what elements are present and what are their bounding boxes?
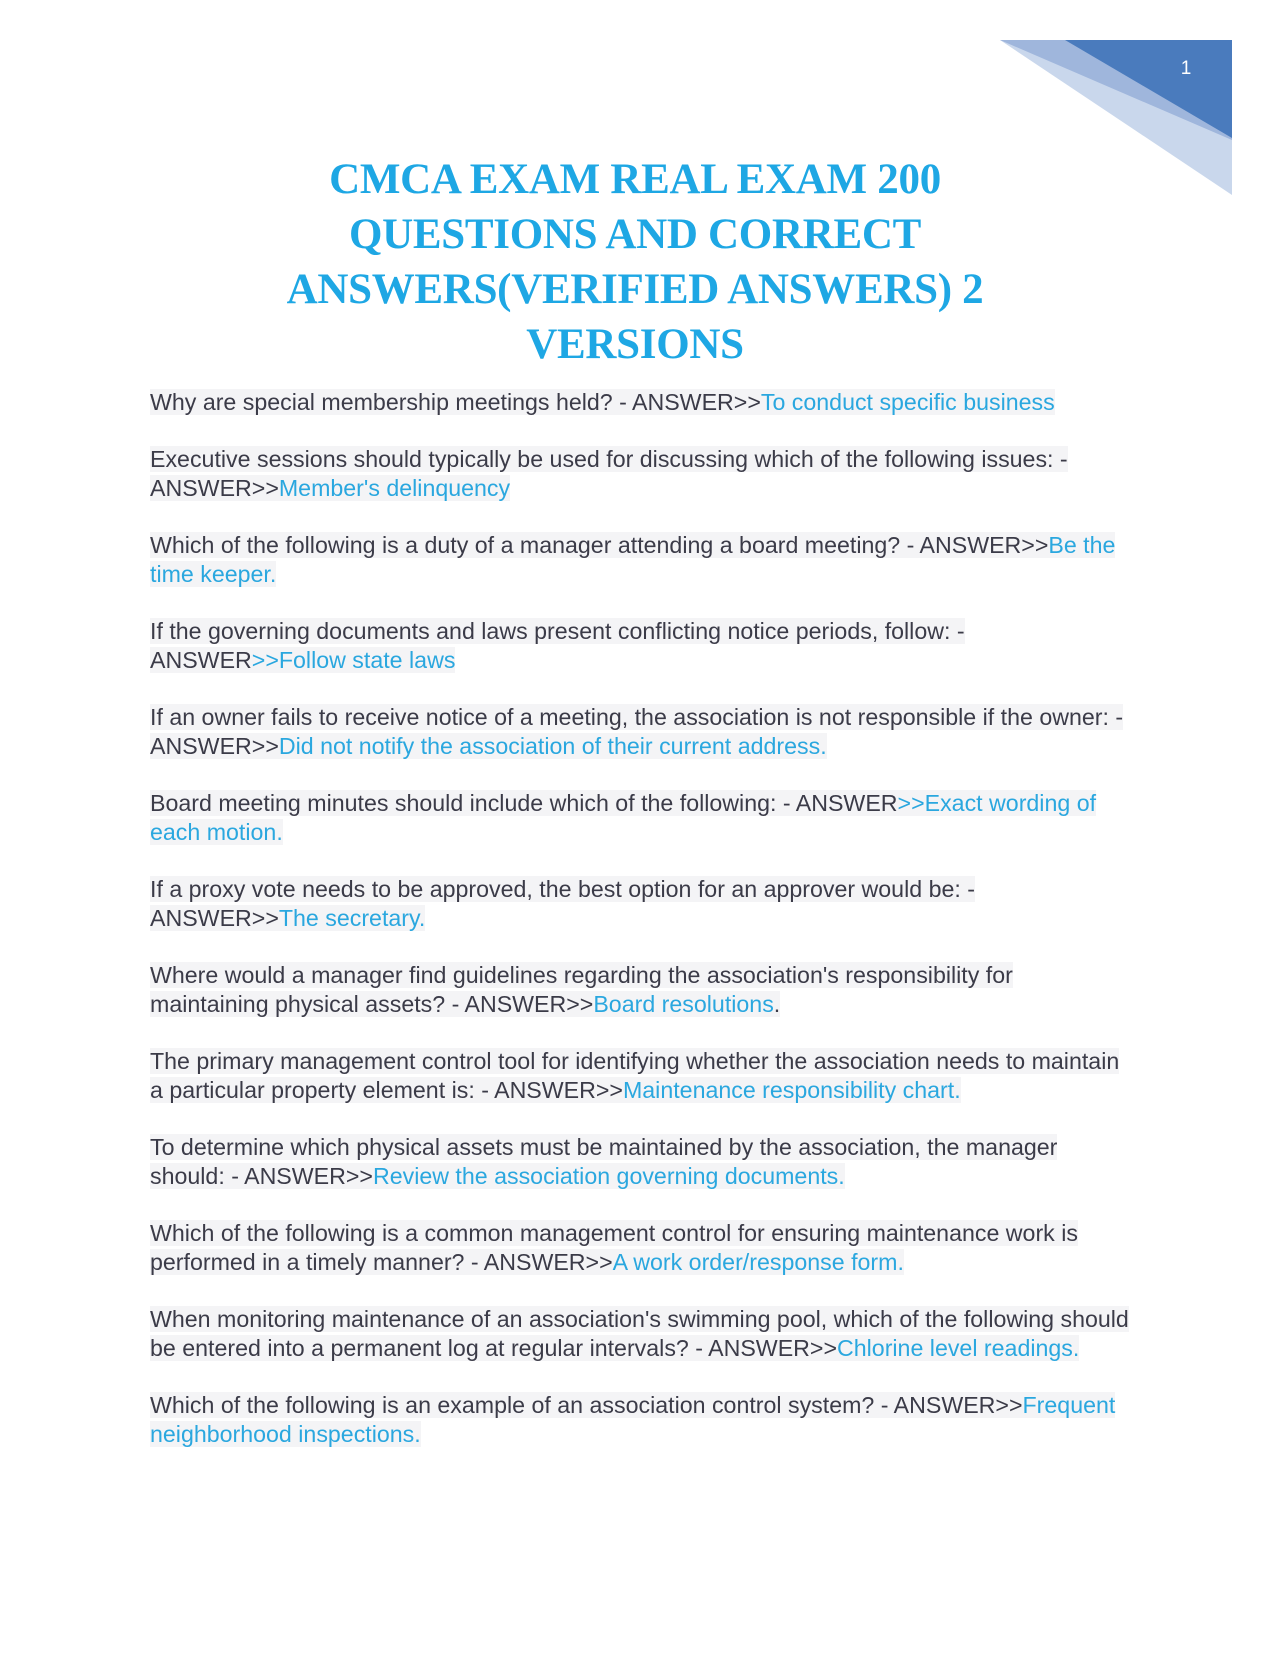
question-text: If a proxy vote needs to be approved, the best option for an approver would be: - ANSWER>> xyxy=(150,876,975,931)
answer-text: Member's delinquency xyxy=(278,475,511,501)
qa-item xyxy=(150,617,1135,675)
title-line-1: CMCA EXAM REAL EXAM 200 xyxy=(329,156,941,203)
qa-item xyxy=(150,1047,1135,1105)
answer-text: Be the time keeper. xyxy=(150,532,1116,587)
answer-text: A work order/response form. xyxy=(612,1249,904,1275)
qa-item xyxy=(150,388,1135,417)
qa-item xyxy=(150,1219,1135,1277)
question-text: If an owner fails to receive notice of a meeting, the association is not responsible if the owner: - ANSWER>> xyxy=(150,704,1124,759)
question-text: The primary management control tool for identifying whether the association needs to maintain a particular property element is: - ANSWER>> xyxy=(150,1048,1120,1103)
question-text: Board meeting minutes should include which of the following: - ANSWER xyxy=(150,790,898,816)
answer-text: The secretary. xyxy=(278,905,426,931)
question-text: Which of the following is a common management control for ensuring maintenance work is performed in a timely manner? - ANSWER>> xyxy=(150,1220,1078,1275)
question-text: If the governing documents and laws present conflicting notice periods, follow: - ANSWER xyxy=(150,618,965,673)
qa-item xyxy=(150,531,1135,589)
question-text: Which of the following is a duty of a manager attending a board meeting? - ANSWER>> xyxy=(150,532,1049,558)
answer-text: Board resolutions xyxy=(593,991,774,1017)
answer-text: Maintenance responsibility chart. xyxy=(622,1077,961,1103)
question-text: Which of the following is an example of an association control system? - ANSWER>> xyxy=(150,1392,1023,1418)
qa-item xyxy=(150,789,1135,847)
qa-item xyxy=(150,1133,1135,1191)
answer-text: >>Exact wording of each motion. xyxy=(150,790,1097,845)
answer-text: Chlorine level readings. xyxy=(837,1335,1080,1361)
question-text: Executive sessions should typically be used for discussing which of the following issues: - ANSWER>> xyxy=(150,446,1068,501)
answer-text: To conduct specific business xyxy=(760,389,1055,415)
qa-list xyxy=(150,388,1135,1477)
qa-item xyxy=(150,703,1135,761)
qa-item xyxy=(150,961,1135,1019)
qa-item xyxy=(150,1391,1135,1449)
document-title xyxy=(150,152,1120,372)
answer-trail: . xyxy=(773,991,781,1017)
page-number: 1 xyxy=(1180,58,1192,79)
qa-item xyxy=(150,1305,1135,1363)
answer-text: Frequent neighborhood inspections. xyxy=(150,1392,1116,1447)
question-text: When monitoring maintenance of an association's swimming pool, which of the following should be entered into a permanent log at regular intervals? - ANSWER>> xyxy=(150,1306,1129,1361)
question-text: Why are special membership meetings held? - ANSWER>> xyxy=(150,389,761,415)
qa-item xyxy=(150,875,1135,933)
answer-text: Review the association governing documents. xyxy=(372,1163,845,1189)
title-line-4: VERSIONS xyxy=(526,321,744,368)
title-line-2: QUESTIONS AND CORRECT xyxy=(349,211,921,258)
answer-text: >>Follow state laws xyxy=(251,647,456,673)
question-text: To determine which physical assets must be maintained by the association, the manager should: - ANSWER>> xyxy=(150,1134,1058,1189)
qa-item xyxy=(150,445,1135,503)
question-text: Where would a manager find guidelines regarding the association's responsibility for maintaining physical assets? - ANSWER>> xyxy=(150,962,1013,1017)
answer-text: Did not notify the association of their current address. xyxy=(278,733,827,759)
title-line-3: ANSWERS(VERIFIED ANSWERS) 2 xyxy=(286,266,984,313)
